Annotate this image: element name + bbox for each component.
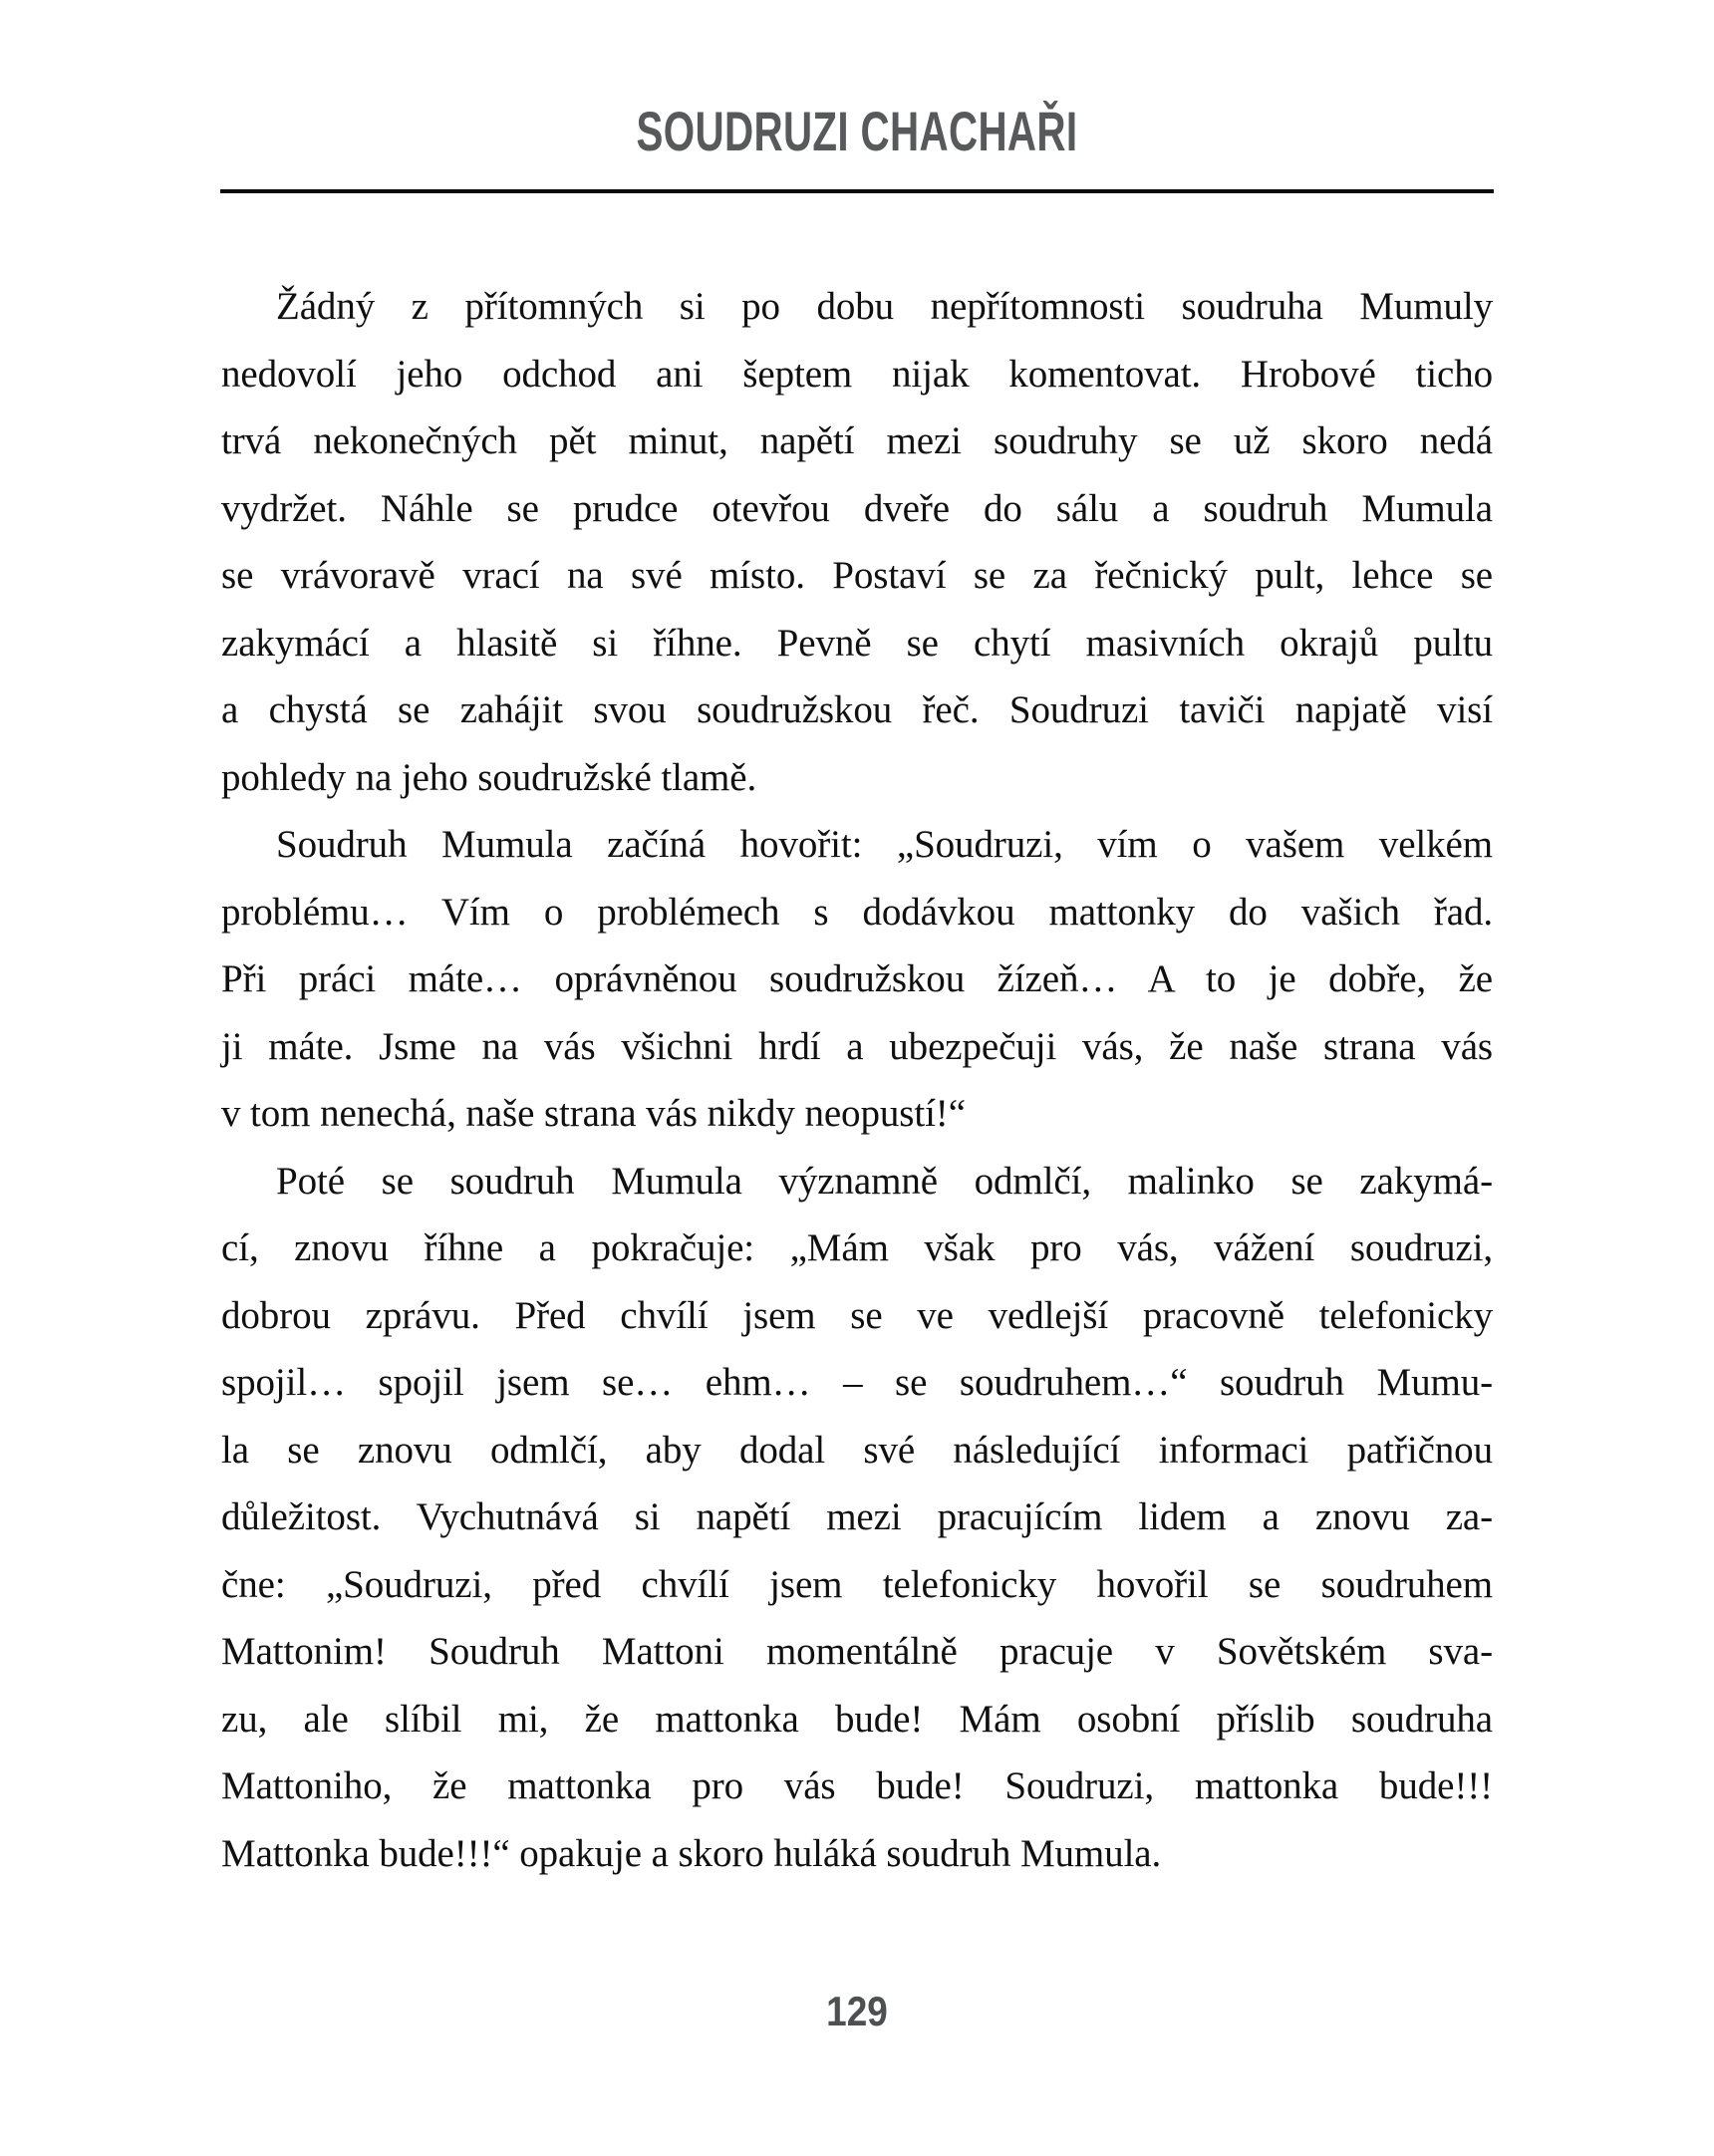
text-line: Mattoniho, že mattonka pro vás bude! Soudruzi, mattonka bude!!! (221, 1764, 1493, 1807)
page-header (220, 100, 1494, 193)
text-line: trvá nekonečných pět minut, napětí mezi soudruhy se už skoro nedá (221, 419, 1493, 462)
text-line: Mattonka bude!!!“ opakuje a skoro huláká soudruh Mumula. (221, 1831, 1162, 1875)
paragraph (221, 273, 1493, 811)
text-line: čne: „Soudruzi, před chvílí jsem telefonicky hovořil se soudruhem (221, 1562, 1493, 1606)
text-line: nedovolí jeho odchod ani šeptem nijak komentovat. Hrobové ticho (221, 352, 1493, 396)
text-line: spojil… spojil jsem se… ehm… – se soudruhem…“ soudruh Mumu- (221, 1361, 1493, 1404)
text-line: pohledy na jeho soudružské tlamě. (221, 755, 757, 799)
text-line: a chystá se zahájit svou soudružskou řeč. Soudruzi taviči napjatě visí (221, 688, 1493, 731)
text-line: vydržet. Náhle se prudce otevřou dveře do sálu a soudruh Mumula (221, 486, 1493, 530)
text-line: Mattonim! Soudruh Mattoni momentálně pracuje v Sovětském sva- (221, 1630, 1493, 1673)
text-line: zakymácí a hlasitě si říhne. Pevně se chytí masivních okrajů pultu (221, 621, 1493, 665)
text-line: Žádný z přítomných si po dobu nepřítomnosti soudruha Mumuly (276, 285, 1493, 328)
text-line: Poté se soudruh Mumula významně odmlčí, malinko se zakymá- (276, 1159, 1493, 1203)
text-line: Při práci máte… oprávněnou soudružskou žízeň… A to je dobře, že (221, 957, 1493, 1000)
text-line: problému… Vím o problémech s dodávkou mattonky do vašich řad. (221, 890, 1493, 934)
running-header-title: SOUDRUZI CHACHAŘI (636, 100, 1078, 162)
paragraph (221, 1148, 1493, 1888)
text-line: dobrou zprávu. Před chvílí jsem se ve vedlejší pracovně telefonicky (221, 1293, 1493, 1337)
page-number: 129 (826, 1988, 888, 2034)
text-line: ji máte. Jsme na vás všichni hrdí a ubezpečuji vás, že naše strana vás (221, 1024, 1493, 1068)
text-line: důležitost. Vychutnává si napětí mezi pracujícím lidem a znovu za- (221, 1495, 1493, 1538)
text-line: se vrávoravě vrací na své místo. Postaví se za řečnický pult, lehce se (221, 554, 1493, 597)
paragraph (221, 811, 1493, 1148)
text-line: la se znovu odmlčí, aby dodal své následující informaci patřičnou (221, 1428, 1493, 1472)
body-text (221, 273, 1493, 1887)
header-rule (220, 189, 1494, 193)
text-line: v tom nenechá, naše strana vás nikdy neopustí!“ (221, 1092, 966, 1135)
text-line: cí, znovu říhne a pokračuje: „Mám však pro vás, vážení soudruzi, (221, 1226, 1493, 1269)
text-line: Soudruh Mumula začíná hovořit: „Soudruzi, vím o vašem velkém (276, 823, 1493, 866)
text-line: zu, ale slíbil mi, že mattonka bude! Mám osobní příslib soudruha (221, 1697, 1493, 1741)
